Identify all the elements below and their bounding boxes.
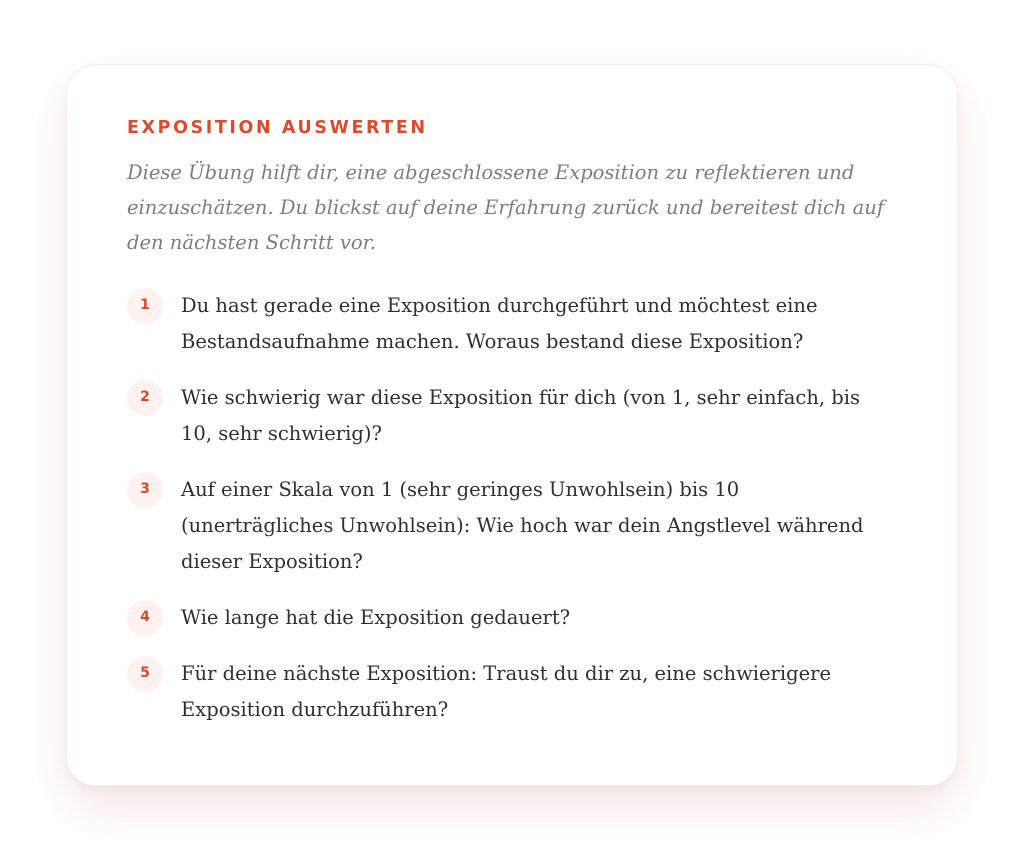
question-text: Wie lange hat die Exposition gedauert?	[181, 606, 571, 629]
question-item	[127, 656, 897, 728]
question-text: Wie schwierig war diese Exposition für dich (von 1, sehr einfach, bis 10, sehr schwierig)?	[181, 386, 861, 445]
question-text: Auf einer Skala von 1 (sehr geringes Unwohlsein) bis 10 (unerträgliches Unwohlsein): Wie hoch war dein Angstlevel während dieser Exposition?	[181, 478, 864, 573]
card-title: EXPOSITION AUSWERTEN	[127, 118, 428, 138]
question-item	[127, 380, 897, 452]
card-intro: Diese Übung hilft dir, eine abgeschlossene Exposition zu reflektieren und einzuschätzen. Du blickst auf deine Erfahrung zurück und bereitest dich auf den nächsten Schritt vor.	[127, 161, 885, 254]
question-text: Du hast gerade eine Exposition durchgeführt und möchtest eine Bestandsaufnahme machen. Woraus bestand diese Exposition?	[181, 294, 818, 353]
exercise-card	[66, 64, 958, 786]
question-number-badge: 1	[127, 288, 163, 324]
question-number-badge: 4	[127, 600, 163, 636]
question-text: Für deine nächste Exposition: Traust du dir zu, eine schwierigere Exposition durchzuführen?	[181, 662, 831, 721]
question-item	[127, 472, 897, 580]
question-number-badge: 2	[127, 380, 163, 416]
question-number-badge: 3	[127, 472, 163, 508]
question-list	[127, 288, 897, 728]
question-item	[127, 288, 897, 360]
question-number-badge: 5	[127, 656, 163, 692]
question-item	[127, 600, 897, 636]
